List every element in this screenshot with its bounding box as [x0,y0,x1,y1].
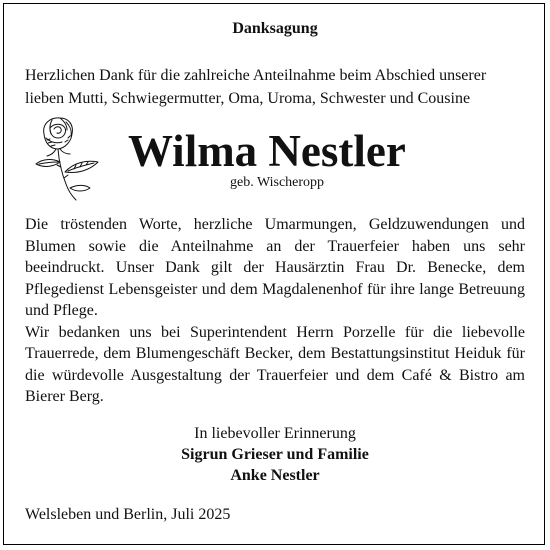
closing-line: In liebevoller Erinnerung [194,425,356,442]
intro-line: Herzlichen Dank für die zahlreiche Anteilnahme beim Abschied unserer [25,67,487,84]
birth-name: geb. Wischeropp [230,175,325,190]
notice-heading: Danksagung [232,20,318,37]
intro-text [25,64,530,110]
place-and-date: Welsleben und Berlin, Juli 2025 [25,506,231,523]
signatory-name: Sigrun Grieser und Familie [181,446,369,463]
thanks-paragraph-1: Die tröstenden Worte, herzliche Umarmungen, Geldzuwendungen und Blumen sowie die Anteilnahme an der Trauerfeier haben uns sehr beeindruckt. Unser Dank gilt der Hausärztin Frau Dr. Benecke, dem Pflegedienst Lebensgeister und dem Magdalenenhof für ihre lange Betreuung und Pflege. [25,216,525,319]
rose-icon [32,112,112,202]
deceased-name: Wilma Nestler [128,126,406,176]
thanks-paragraph-2: Wir bedanken uns bei Superintendent Herrn Porzelle für die liebevolle Trauerrede, dem Blumengeschäft Becker, dem Bestattungsinstitut Heiduk für die würdevolle Ausgestaltung der Trauerfeier und dem Café & Bistro am Bierer Berg. [25,323,525,405]
signatory-name: Anke Nestler [230,467,320,484]
thanks-body [25,214,525,408]
intro-line: lieben Mutti, Schwiegermutter, Oma, Uroma, Schwester und Cousine [25,90,471,107]
closing-block [0,423,550,486]
